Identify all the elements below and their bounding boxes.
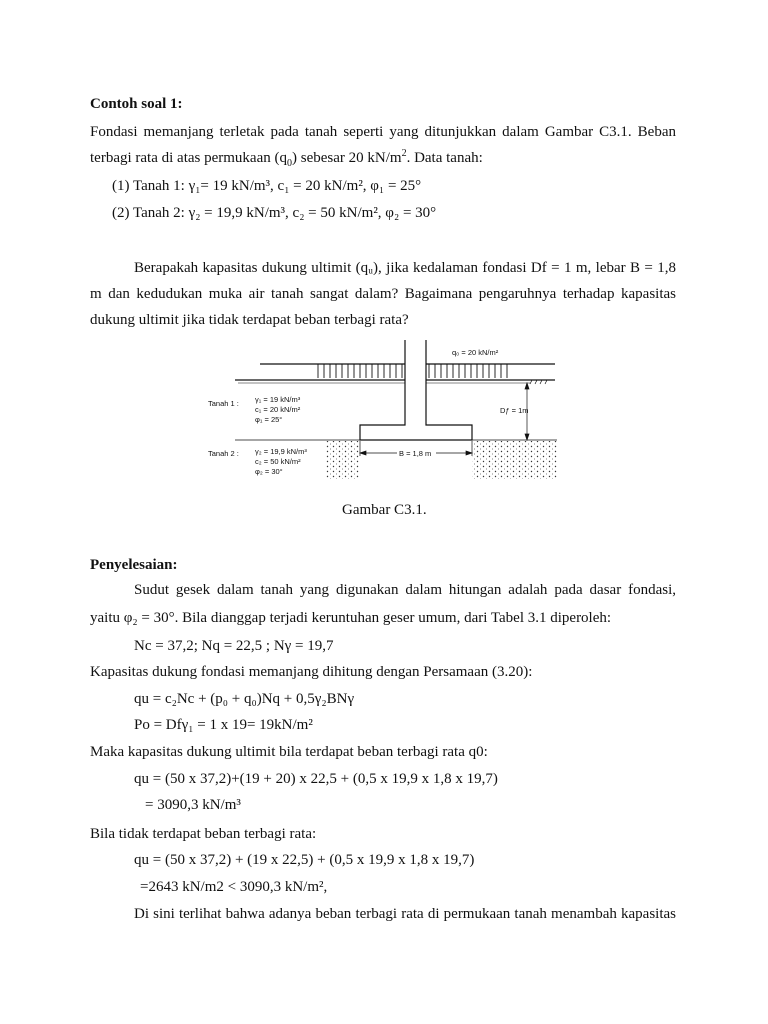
depth-label: Dƒ = 1m: [500, 406, 529, 415]
solution-p1-line-2: yaitu φ₂ = 30°. Bila dianggap terjadi keruntuhan geser umum, dari Tabel 3.1 diperoleh:: [90, 610, 612, 626]
tanah-1-friction: φ₁ = 25°: [255, 415, 283, 424]
question-line-2: m dan kedudukan muka air tanah sangat dalam? Bagaimana pengaruhnya terhadap kapasitas: [90, 286, 676, 302]
soil-layer-2-left: [325, 441, 360, 479]
equation-2: Po = Dfγ₁ = 1 x 19= 19kN/m²: [134, 717, 313, 733]
case-2-result: =2643 kN/m2 < 3090,3 kN/m²,: [140, 879, 328, 895]
tanah-2-cohesion: c₂ = 50 kN/m²: [255, 457, 301, 466]
case-1-result: = 3090,3 kN/m³: [145, 797, 241, 813]
case-2-intro: Bila tidak terdapat beban terbagi rata:: [90, 826, 317, 842]
soil-layer-2-right: [472, 441, 557, 479]
solution-p1-line-1: Sudut gesek dalam tanah yang digunakan dalam hitungan adalah pada dasar fondasi,: [134, 582, 676, 598]
tanah-2-label: Tanah 2 :: [208, 449, 239, 458]
tanah-1-label: Tanah 1 :: [208, 399, 239, 408]
surcharge-label: q₀ = 20 kN/m²: [452, 348, 499, 357]
bearing-factors: Nc = 37,2; Nq = 22,5 ; Nγ = 19,7: [134, 638, 334, 654]
case-1-equation: qu = (50 x 37,2)+(19 + 20) x 22,5 + (0,5 x 19,9 x 1,8 x 19,7): [134, 771, 498, 787]
intro-line-2: terbagi rata di atas permukaan $(q_0)$ sebesar 20 $kN/m^2$. Data tanah:: [90, 148, 483, 169]
ground-surface: [235, 380, 555, 384]
equation-intro: Kapasitas dukung fondasi memanjang dihitung dengan Persamaan (3.20):: [90, 664, 533, 680]
foundation-diagram: [200, 340, 570, 490]
question-line-1: Berapakah kapasitas dukung ultimit (qᵤ), jika kedalaman fondasi Df = 1 m, lebar B = 1,8: [134, 260, 676, 276]
tanah-1-gamma: γ₁ = 19 kN/m³: [255, 395, 301, 404]
case-1-intro: Maka kapasitas dukung ultimit bila terdapat beban terbagi rata q0:: [90, 744, 488, 760]
soil-data-item-2: (2) Tanah 2: γ₂ = 19,9 kN/m³, c₂ = 50 kN/m², φ₂ = 30°: [112, 205, 437, 221]
surcharge-load-right: [426, 364, 555, 378]
conclusion-line: Di sini terlihat bahwa adanya beban terbagi rata di permukaan tanah menambah kapasitas: [134, 906, 676, 922]
soil-data-item-1: (1) Tanah 1: γ₁= 19 kN/m³, c₁ = 20 kN/m², φ₁ = 25°: [112, 178, 422, 194]
case-2-equation: qu = (50 x 37,2) + (19 x 22,5) + (0,5 x 19,9 x 1,8 x 19,7): [134, 852, 475, 868]
tanah-2-gamma: γ₂ = 19,9 kN/m³: [255, 447, 307, 456]
equation-1: qu = c₂Nc + (p₀ + q₀)Nq + 0,5γ₂BNγ: [134, 691, 355, 707]
question-line-3: dukung ultimit jika tidak terdapat beban terbagi rata?: [90, 312, 409, 328]
intro-line-1: Fondasi memanjang terletak pada tanah seperti yang ditunjukkan dalam Gambar C3.1. Beban: [90, 124, 676, 140]
figure-caption: Gambar C3.1.: [342, 502, 427, 518]
tanah-1-cohesion: c₁ = 20 kN/m²: [255, 405, 301, 414]
example-heading: Contoh soal 1:: [90, 96, 183, 112]
tanah-2-friction: φ₂ = 30°: [255, 467, 283, 476]
solution-heading: Penyelesaian:: [90, 557, 178, 573]
width-label: B = 1,8 m: [399, 449, 432, 458]
surcharge-load-left: [260, 364, 405, 378]
